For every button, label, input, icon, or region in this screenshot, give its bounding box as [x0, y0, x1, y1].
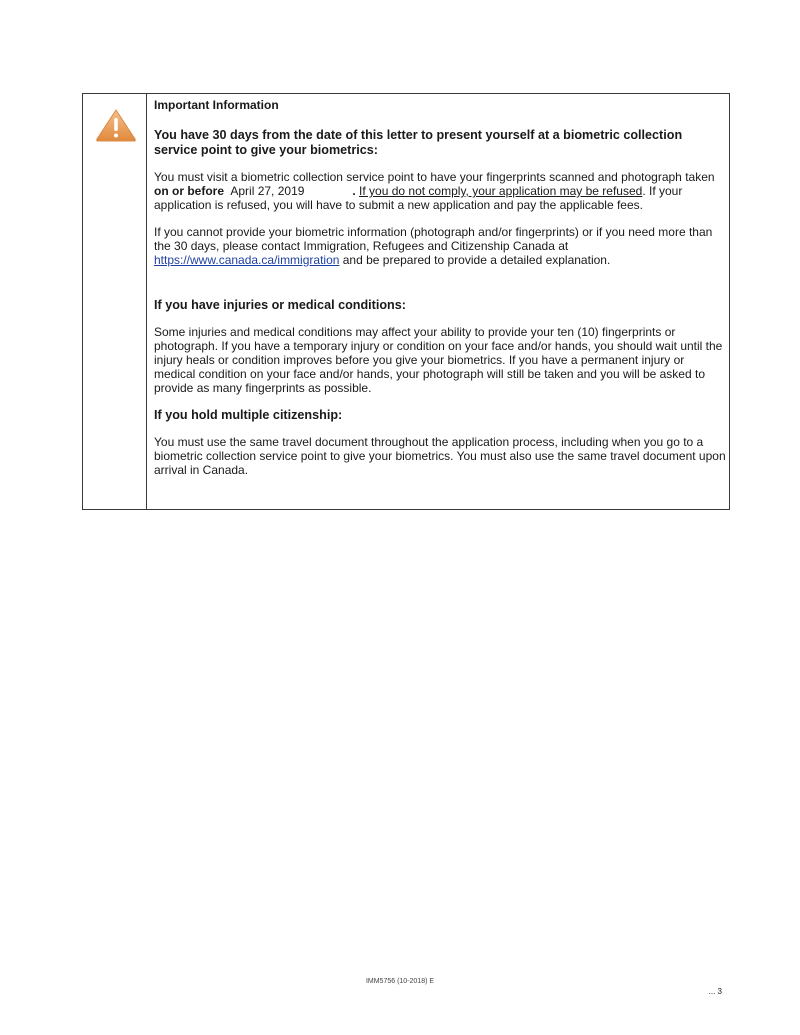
- visit-text-2: . If your application is refused, you will have to submit a new application and pay the applicable fees.: [154, 184, 683, 212]
- page-continuation: ... 3: [708, 987, 722, 996]
- citizenship-paragraph: You must use the same travel document throughout the application process, including when you go to a biometric collection service point to give your biometrics. You must also use the same travel document upon arrival in Canada.: [154, 435, 726, 477]
- visit-text-1: You must visit a biometric collection service point to have your fingerprints scanned and photograph taken: [154, 170, 715, 184]
- important-information-box: [82, 93, 730, 510]
- form-code: IMM5756 (10-2018) E: [365, 978, 435, 985]
- deadline-date: April 27, 2019: [230, 184, 305, 198]
- citizenship-heading: If you hold multiple citizenship:: [154, 408, 343, 422]
- icon-cell: [83, 94, 147, 509]
- notice-content: [154, 98, 727, 490]
- immigration-link[interactable]: https://www.canada.ca/immigration: [154, 253, 340, 267]
- important-information-heading: Important Information: [154, 98, 279, 112]
- injuries-paragraph: Some injuries and medical conditions may affect your ability to provide your ten (10) fingerprints or photograph. If you have a temporary injury or condition on your face and/or hands, you should wait until the injury heals or condition improves before you give your biometrics. If you have a permanent injury or medical condition on your face and/or hands, your photograph will still be taken and you will be asked to provide as many fingerprints as possible.: [154, 325, 723, 395]
- visit-paragraph: [154, 170, 727, 212]
- period: .: [352, 184, 356, 198]
- warning-triangle-icon: [95, 108, 137, 142]
- on-or-before-label: on or before: [154, 184, 225, 198]
- injuries-heading: If you have injuries or medical conditions:: [154, 298, 406, 312]
- non-compliance-warning: If you do not comply, your application may be refused: [359, 184, 643, 198]
- deadline-heading: You have 30 days from the date of this letter to present yourself at a biometric collection service point to give your biometrics:: [154, 128, 683, 157]
- contact-text-2: and be prepared to provide a detailed explanation.: [339, 253, 611, 267]
- contact-paragraph: [154, 225, 727, 267]
- contact-text-1: If you cannot provide your biometric information (photograph and/or fingerprints) or if you need more than the 30 days, please contact Immigration, Refugees and Citizenship Canada at: [154, 225, 713, 253]
